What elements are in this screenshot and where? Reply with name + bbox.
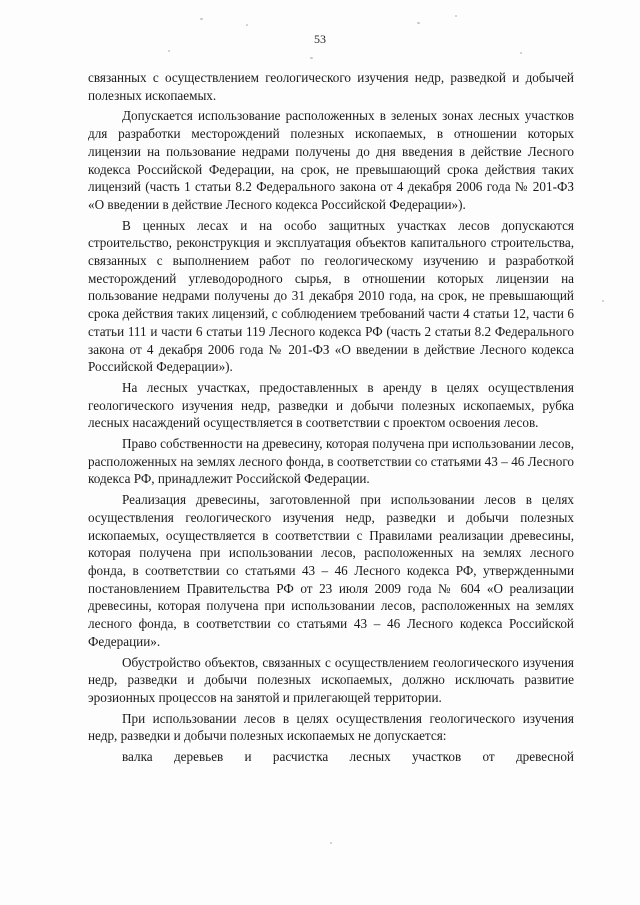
body-text [88,69,574,766]
paragraph-valuable-forests: В ценных лесах и на особо защитных участках лесов допускаются строительство, реконструкция и эксплуатация объектов капитального строительства, связанных с выполнением работ по геологическому изучению и разработкой месторождений углеводородного сырья, в отношении которых лицензии на пользование недрами получены до 31 декабря 2010 года, на срок, не превышающий срока действия таких лицензий, с соблюдением требований части 4 статьи 12, части 6 статьи 111 и части 6 статьи 119 Лесного кодекса РФ (часть 2 статьи 8.2 Федерального закона от 4 декабря 2006 года № 201-ФЗ «О введении в действие Лесного кодекса Российской Федерации»). [88,217,574,375]
paragraph-felling: валка деревьев и расчистка лесных участков от древесной [122,749,574,765]
scan-speck [455,15,457,17]
scan-speck [520,52,522,54]
scan-speck [200,18,203,20]
scan-speck [602,300,604,302]
paragraph-green-zones: Допускается использование расположенных в зеленых зонах лесных участков для разработки месторождений полезных ископаемых, в отношении которых лицензии на пользование недрами получены до дня введения в действие Лесного кодекса Российской Федерации, на срок, не превышающий срока действия таких лицензий (часть 1 статьи 8.2 Федерального закона от 4 декабря 2006 года № 201-ФЗ «О введении в действие Лесного кодекса Российской Федерации»). [88,108,574,212]
scan-speck [168,50,170,52]
paragraph-leased-plots: На лесных участках, предоставленных в аренду в целях осуществления геологического изучения недр, разведки и добычи полезных ископаемых, рубка лесных насаждений осуществляется в соответствии с проектом освоения лесов. [88,379,574,431]
paragraph-erosion: Обустройство объектов, связанных с осуществлением геологического изучения недр, разведки и добычи полезных ископаемых, должно исключать развитие эрозионных процессов на занятой и прилегающей территории. [88,654,574,705]
scan-speck [417,22,420,24]
scan-speck [310,57,313,59]
paragraph-ownership: Право собственности на древесину, которая получена при использовании лесов, расположенных на землях лесного фонда, в соответствии со статьями 43 – 46 Лесного кодекса РФ, принадлежит Российской Федерации. [88,436,574,487]
paragraph-prohibited: При использовании лесов в целях осуществления геологического изучения недр, разведки и добычи полезных ископаемых не допускается: [88,710,574,744]
paragraph-timber-sale: Реализация древесины, заготовленной при использовании лесов в целях осуществления геологического изучения недр, разведки и добычи полезных ископаемых, осуществляется в соответствии с Правилами реализации древесины, которая получена при использовании лесов, расположенных на землях лесного фонда, в соответствии со статьями 43 – 46 Лесного кодекса РФ, утвержденными постановлением Правительства РФ от 23 июля 2009 года № 604 «О реализации древесины, которая получена при использовании лесов, расположенных на землях лесного фонда, в соответствии со статьями 43 – 46 Лесного кодекса Российской Федерации». [88,492,574,649]
paragraph-continuation: связанных с осуществлением геологического изучения недр, разведкой и добычей полезных ископаемых. [88,70,574,103]
page-number: 53 [314,32,326,46]
scan-speck [330,842,332,844]
scan-speck [246,24,248,26]
